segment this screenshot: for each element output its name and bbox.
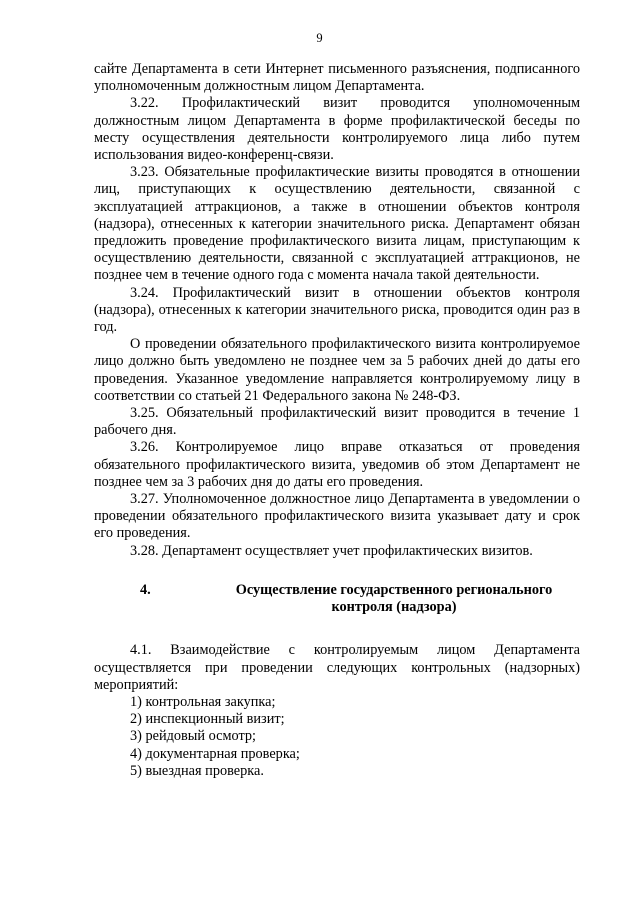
paragraph-notification: О проведении обязательного профилактического визита контролируемое лицо должно быть уведомлено не позднее чем за 5 рабочих дней до даты его проведения. Указанное уведомление направляется контролируемому лицу в соответствии со статьей 21 Федерального закона № 248-ФЗ. bbox=[94, 336, 580, 404]
list-item: 4) документарная проверка; bbox=[130, 745, 300, 762]
section-title-line-2: контроля (надзора) bbox=[331, 599, 457, 616]
list-item: 1) контрольная закупка; bbox=[130, 693, 276, 710]
list-item: 2) инспекционный визит; bbox=[130, 711, 285, 728]
list-item: 5) выездная проверка. bbox=[130, 762, 264, 779]
paragraph-4-1: 4.1. Взаимодействие с контролируемым лицом Департамента осуществляется при проведении следующих контрольных (надзорных) мероприятий: bbox=[94, 642, 580, 693]
section-heading bbox=[94, 582, 580, 616]
section-title bbox=[208, 582, 580, 616]
paragraph-3-23: 3.23. Обязательные профилактические визиты проводятся в отношении лиц, приступающих к осуществлению деятельности, связанной с эксплуатацией аттракционов, а также в отношении объектов контроля (надзора), отнесенных к категории значительного риска. Департамент обязан предложить проведение профилактического визита лицам, приступающим к осуществлению деятельности, связанной с эксплуатацией аттракционов, не позднее чем в течение одного года с момента начала такой деятельности. bbox=[94, 164, 580, 284]
paragraph-3-25: 3.25. Обязательный профилактический визит проводится в течение 1 рабочего дня. bbox=[94, 405, 580, 439]
page-number: 9 bbox=[316, 31, 323, 45]
section-title-line-1: Осуществление государственного регионального bbox=[235, 581, 553, 598]
paragraph-3-27: 3.27. Уполномоченное должностное лицо Департамента в уведомлении о проведении обязательного профилактического визита указывает дату и срок его проведения. bbox=[94, 491, 580, 542]
list-item: 3) рейдовый осмотр; bbox=[130, 728, 257, 745]
section-number: 4. bbox=[140, 581, 151, 598]
paragraph-3-24: 3.24. Профилактический визит в отношении объектов контроля (надзора), отнесенных к категории значительного риска, проводится один раз в год. bbox=[94, 284, 580, 336]
paragraph-3-28: 3.28. Департамент осуществляет учет профилактических визитов. bbox=[130, 542, 533, 559]
paragraph-3-26: 3.26. Контролируемое лицо вправе отказаться от проведения обязательного профилактического визита, уведомив об этом Департамент не позднее чем за 3 рабочих дня до даты его проведения. bbox=[94, 439, 580, 490]
paragraph-continuation: сайте Департамента в сети Интернет письменного разъяснения, подписанного уполномоченным должностным лицом Департамента. bbox=[94, 61, 580, 95]
measures-list bbox=[94, 694, 580, 780]
paragraph-3-22: 3.22. Профилактический визит проводится уполномоченным должностным лицом Департамента в форме профилактической беседы по месту осуществления деятельности контролируемого лица либо путем использования видео-конференц-связи. bbox=[94, 95, 580, 164]
document-body bbox=[94, 61, 580, 780]
